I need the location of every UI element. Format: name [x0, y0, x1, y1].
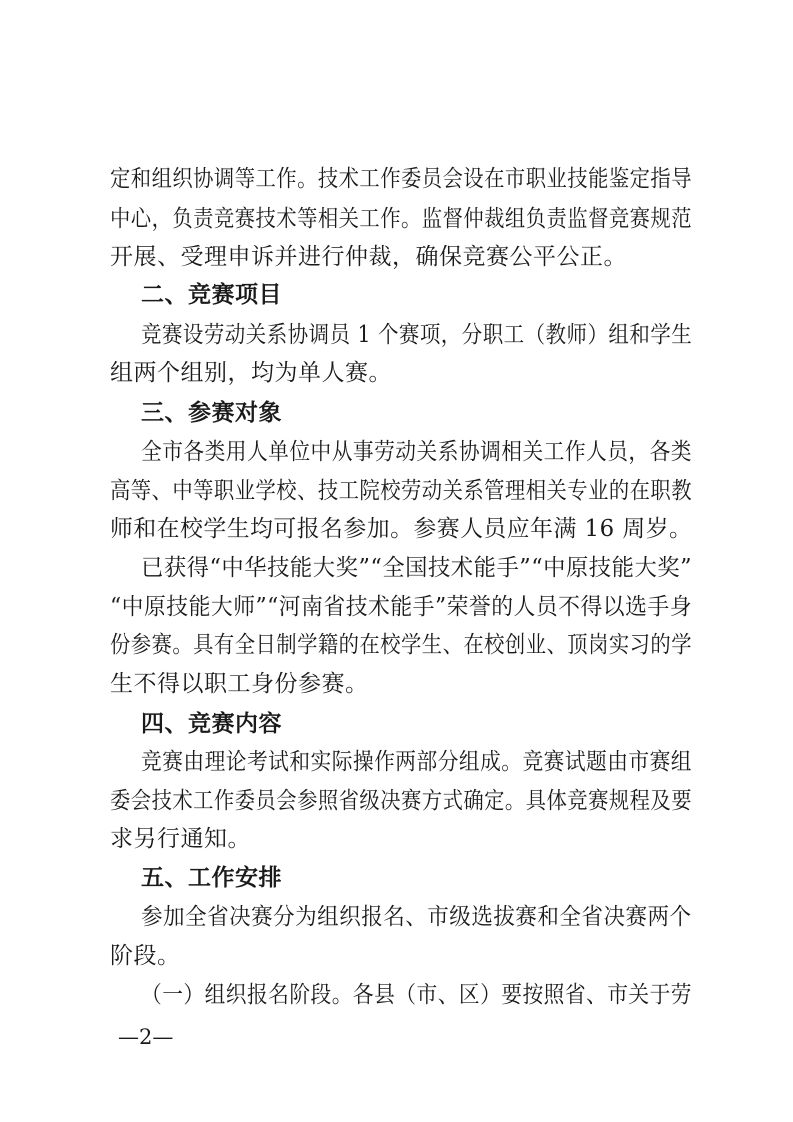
section-heading-3: 三、参赛对象 [141, 400, 282, 426]
body-line: “中原技能大师”“河南省技术能手”荣誉的人员不得以选手身 [110, 594, 693, 620]
body-line: 竞赛设劳动关系协调员 1 个赛项，分职工（教师）组和学生 [141, 322, 693, 348]
body-line: 已获得“中华技能大奖”“全国技术能手”“中原技能大奖” [141, 555, 693, 581]
body-line: 生不得以职工身份参赛。 [110, 671, 369, 697]
body-line: 竞赛由理论考试和实际操作两部分组成。竞赛试题由市赛组 [141, 749, 692, 775]
body-line: 求另行通知。 [110, 826, 251, 852]
body-line: 高等、中等职业学校、技工院校劳动关系管理相关专业的在职教 [110, 478, 692, 504]
body-line: （一）组织报名阶段。各县（市、区）要按照省、市关于劳 [141, 982, 692, 1008]
body-line: 份参赛。具有全日制学籍的在校学生、在校创业、顶岗实习的学 [110, 632, 692, 658]
section-heading-5: 五、工作安排 [141, 865, 282, 891]
body-line: 委会技术工作委员会参照省级决赛方式确定。具体竞赛规程及要 [110, 788, 692, 814]
body-line: 开展、受理申诉并进行仲裁，确保竞赛公平公正。 [110, 244, 627, 270]
body-line: 定和组织协调等工作。技术工作委员会设在市职业技能鉴定指导 [110, 166, 692, 192]
body-line: 阶段。 [110, 943, 181, 969]
body-line: 组两个组别，均为单人赛。 [110, 360, 392, 386]
body-line: 全市各类用人单位中从事劳动关系协调相关工作人员，各类 [141, 439, 692, 465]
section-heading-2: 二、竞赛项目 [141, 282, 282, 308]
body-line: 中心，负责竞赛技术等相关工作。监督仲裁组负责监督竞赛规范 [110, 206, 692, 232]
page-number: —2— [118, 1025, 174, 1049]
body-line: 参加全省决赛分为组织报名、市级选拔赛和全省决赛两个 [141, 904, 692, 930]
section-heading-4: 四、竞赛内容 [141, 711, 282, 737]
body-line: 师和在校学生均可报名参加。参赛人员应年满 16 周岁。 [110, 516, 693, 542]
